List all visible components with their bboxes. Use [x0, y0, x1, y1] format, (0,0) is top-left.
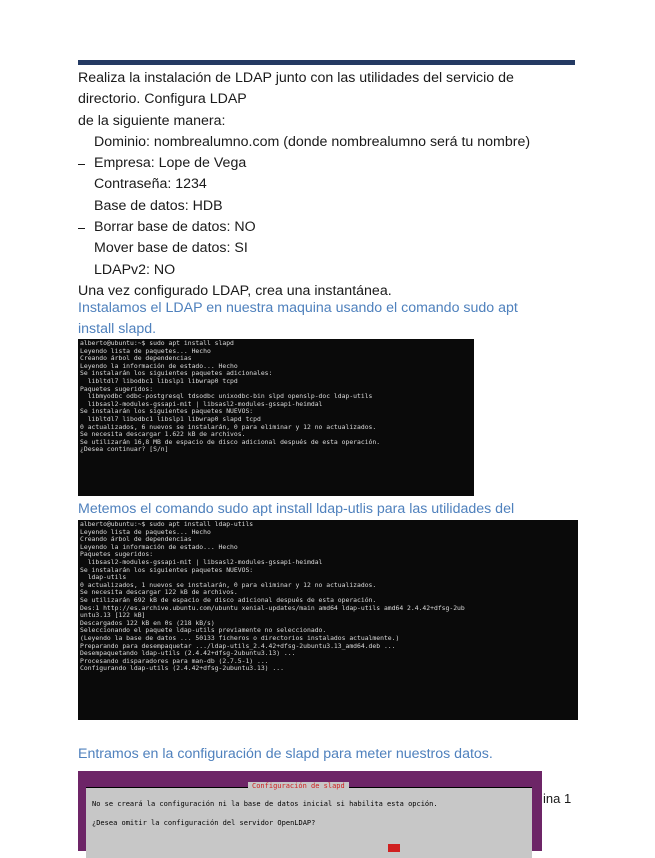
- header-rule: [78, 60, 575, 65]
- config-item-text: Empresa: Lope de Vega: [94, 155, 247, 172]
- terminal-line: Creando árbol de dependencias: [80, 535, 192, 544]
- terminal-line: alberto@ubuntu:~$ sudo apt install ldap-utils: [80, 520, 254, 528]
- terminal-line: Paquetes sugeridos:: [80, 384, 154, 393]
- terminal-line: Paquetes sugeridos:: [80, 550, 154, 559]
- config-item: [78, 174, 575, 195]
- caption-install-ldap-utils: Metemos el comando sudo apt install ldap-utlis para las utilidades del: [78, 501, 515, 517]
- dialog-title: Configuración de slapd: [248, 782, 349, 790]
- page-number: ina 1: [543, 791, 572, 806]
- terminal-line: Procesando disparadores para man-db (2.7.5-1) ...: [80, 656, 269, 665]
- terminal-line: 0 actualizados, 6 nuevos se instalarán, 0 para eliminar y 12 no actualizados.: [80, 422, 377, 431]
- terminal-screenshot-slapd: [78, 339, 474, 496]
- bullet-marker: ⎯: [78, 219, 85, 236]
- config-item-text: Base de datos: HDB: [94, 197, 223, 214]
- terminal-line: Creando árbol de dependencias: [80, 354, 192, 363]
- config-item-text: LDAPv2: NO: [94, 261, 176, 278]
- config-item-text: Borrar base de datos: NO: [94, 219, 256, 236]
- intro-block: [78, 68, 575, 302]
- terminal-line: Preparando para desempaquetar .../ldap-utils_2.4.42+dfsg-2ubuntu3.13_amd64.deb ...: [80, 641, 396, 650]
- terminal-line: 0 actualizados, 1 nuevos se instalarán, 0 para eliminar y 12 no actualizados.: [80, 580, 377, 589]
- terminal-line: libsasl2-modules-gssapi-mit | libsasl2-modules-gssapi-heimdal: [80, 557, 323, 566]
- config-item-text: Contraseña: 1234: [94, 176, 207, 193]
- config-item: [78, 132, 575, 153]
- terminal-line: Se instalarán los siguientes paquetes NUEVOS:: [80, 407, 254, 416]
- slapd-config-dialog: [86, 782, 532, 858]
- config-item: [78, 260, 575, 281]
- terminal-line: libltdl7 libodbc1 libslp1 libwrap0 slapd tcpd: [80, 414, 261, 423]
- terminal-line: Se utilizarán 16,8 MB de espacio de disco adicional después de esta operación.: [80, 437, 381, 446]
- terminal-line: ¿Desea continuar? [S/n]: [80, 445, 169, 454]
- config-item: [78, 217, 575, 238]
- dialog-selected-button: [388, 844, 400, 852]
- dialog-text-line-1: No se creará la configuración ni la base de datos inicial si habilita esta opción.: [92, 800, 438, 808]
- terminal-line: Se instalarán los siguientes paquetes adicionales:: [80, 369, 273, 378]
- intro-line-2: directorio. Configura LDAP: [78, 91, 247, 108]
- terminal-line: Se necesita descargar 1.622 kB de archivos.: [80, 430, 246, 439]
- config-item-text: Dominio: nombrealumno.com (donde nombrealumno será tu nombre): [94, 133, 531, 150]
- config-item: [78, 196, 575, 217]
- terminal-line: libmyodbc odbc-postgresql tdsodbc unixodbc-bin slpd openslp-doc ldap-utils: [80, 392, 373, 401]
- config-item-text: Mover base de datos: SI: [94, 240, 248, 257]
- terminal-line: Leyendo lista de paquetes... Hecho: [80, 527, 211, 536]
- caption-configure-slapd: Entramos en la configuración de slapd para meter nuestros datos.: [78, 746, 493, 762]
- bullet-marker: ⎯: [78, 155, 85, 172]
- terminal-line: Se necesita descargar 122 kB de archivos.: [80, 588, 238, 597]
- closing-text: Una vez configurado LDAP, crea una instantánea.: [78, 282, 392, 299]
- intro-line-1: Realiza la instalación de LDAP junto con las utilidades del servicio de: [78, 70, 514, 86]
- terminal-line: Descargados 122 kB en 0s (218 kB/s): [80, 618, 215, 627]
- terminal-line: Configurando ldap-utils (2.4.42+dfsg-2ubuntu3.13) ...: [80, 664, 284, 673]
- caption-install-slapd-cont: install slapd.: [78, 321, 157, 337]
- caption-install-slapd: Instalamos el LDAP en nuestra maquina usando el comando sudo apt: [78, 300, 518, 316]
- intro-line-3: de la siguiente manera:: [78, 112, 226, 129]
- terminal-screenshot-ldap-utils: [78, 520, 578, 720]
- terminal-line: Leyendo lista de paquetes... Hecho: [80, 346, 211, 355]
- terminal-line: Leyendo la información de estado... Hecho: [80, 361, 238, 370]
- terminal-line: Seleccionando el paquete ldap-utils previamente no seleccionado.: [80, 626, 327, 635]
- terminal-line: Se instalarán los siguientes paquetes NUEVOS:: [80, 565, 254, 574]
- terminal-line: Des:1 http://es.archive.ubuntu.com/ubuntu xenial-updates/main amd64 ldap-utils amd64 2.4.42+dfsg-2ub: [80, 603, 465, 612]
- slapd-config-screenshot: [78, 771, 542, 851]
- terminal-line: ldap-utils: [80, 573, 127, 582]
- dialog-text-line-2: ¿Desea omitir la configuración del servidor OpenLDAP?: [92, 819, 316, 827]
- terminal-line: (Leyendo la base de datos ... 50133 ficheros o directorios instalados actualmente.): [80, 633, 400, 642]
- terminal-line: alberto@ubuntu:~$ sudo apt install slapd: [80, 339, 234, 347]
- config-item: [78, 153, 575, 174]
- config-item: [78, 238, 575, 259]
- terminal-line: libsasl2-modules-gssapi-mit | libsasl2-modules-gssapi-heimdal: [80, 399, 323, 408]
- terminal-line: Leyendo la información de estado... Hecho: [80, 542, 238, 551]
- terminal-line: Se utilizarán 692 kB de espacio de disco adicional después de esta operación.: [80, 595, 377, 604]
- terminal-line: Desempaquetando ldap-utils (2.4.42+dfsg-2ubuntu3.13) ...: [80, 649, 296, 658]
- terminal-line: untu3.13 [122 kB]: [80, 611, 146, 620]
- terminal-line: libltdl7 libodbc1 libslp1 libwrap0 tcpd: [80, 376, 238, 385]
